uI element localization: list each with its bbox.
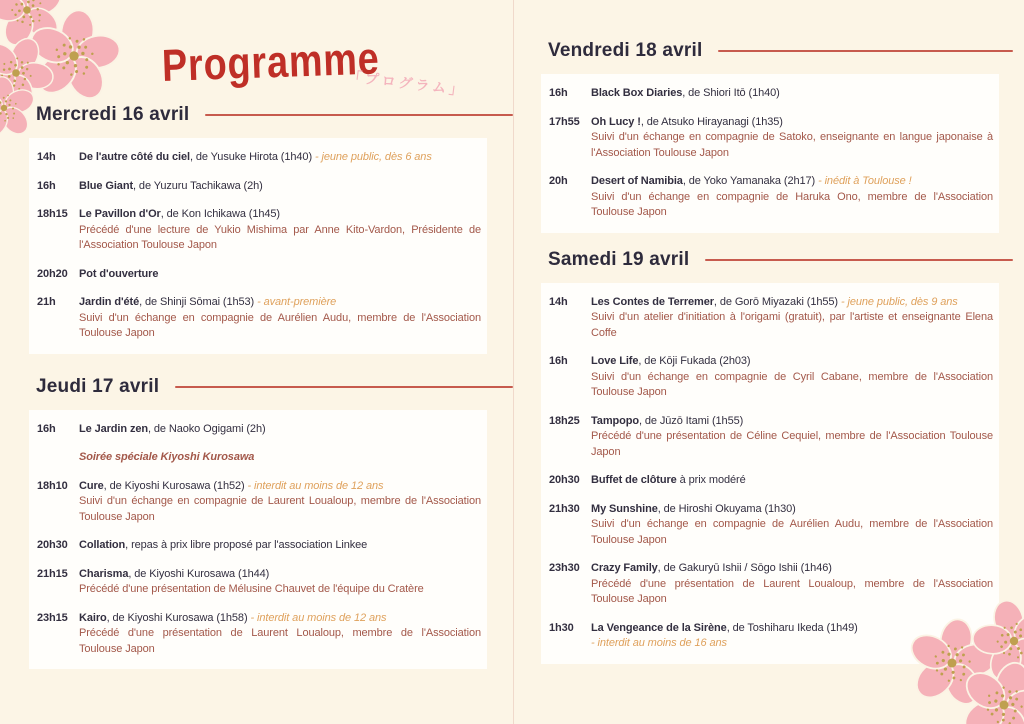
event-row xyxy=(37,567,481,598)
event-audience-note: - inédit à Toulouse ! xyxy=(818,175,912,187)
event-title-line xyxy=(79,267,481,283)
event-body xyxy=(591,354,993,401)
event-row xyxy=(37,538,481,554)
event-credits: à prix modéré xyxy=(676,474,746,486)
column-divider-line xyxy=(513,0,514,724)
event-body xyxy=(79,179,481,195)
event-credits: , de Shiori Itō (1h40) xyxy=(682,87,780,99)
event-row xyxy=(549,115,993,162)
day-header xyxy=(548,247,999,273)
event-title: Kairo xyxy=(79,611,107,624)
event-title-line xyxy=(591,561,993,577)
event-credits: , de Atsuko Hirayanagi (1h35) xyxy=(640,115,783,128)
event-title-line xyxy=(79,150,481,166)
event-body xyxy=(591,295,993,342)
left-column xyxy=(29,102,487,689)
event-credits: , de Shinji Sōmai (1h53) xyxy=(139,296,255,308)
event-title: Collation xyxy=(79,539,126,551)
event-row xyxy=(37,267,481,283)
event-title: Le Jardin zen xyxy=(79,422,148,435)
sakura-blossoms-top-left xyxy=(0,0,142,140)
event-list xyxy=(541,74,999,233)
event-list xyxy=(29,410,487,670)
event-row xyxy=(549,502,993,549)
event-title-line xyxy=(79,422,481,438)
day-title: Jeudi 17 avril xyxy=(36,375,160,397)
event-time: 16h xyxy=(549,87,568,99)
event-detail: Suivi d'un échange en compagnie de Haruka Ono, membre de l'Association Toulouse Japon xyxy=(591,190,993,218)
event-title-line xyxy=(79,295,481,311)
event-row xyxy=(37,422,481,438)
event-title: Buffet de clôture xyxy=(591,474,677,486)
event-row xyxy=(549,86,993,102)
event-time: 16h xyxy=(37,179,56,192)
day-header-rule xyxy=(175,386,513,388)
event-time: 17h55 xyxy=(549,115,580,128)
event-detail: Précédé d'une lecture de Yukio Mishima par Anne Kito-Vardon, Présidente de l'Association Toulouse Japon xyxy=(79,223,481,251)
event-row xyxy=(37,479,481,526)
event-title-line xyxy=(591,115,993,131)
event-title: Love Life xyxy=(591,355,639,367)
day-title: Vendredi 18 avril xyxy=(548,40,703,61)
event-body xyxy=(79,267,481,283)
event-time: 18h10 xyxy=(37,479,68,492)
day-header xyxy=(548,38,999,64)
event-time: 23h30 xyxy=(549,562,580,574)
event-audience-note: - avant-première xyxy=(257,296,337,308)
event-body xyxy=(79,422,481,438)
event-row xyxy=(37,295,481,342)
event-time: 18h25 xyxy=(549,414,580,427)
event-time xyxy=(37,450,79,466)
event-credits: , de Kiyoshi Kurosawa (1h58) xyxy=(106,611,248,624)
event-title: Cure xyxy=(79,479,104,492)
event-time: 16h xyxy=(549,355,568,367)
event-body xyxy=(591,502,993,549)
event-detail: Suivi d'un échange en compagnie de Satoko, enseignante en langue japonaise à l'Association Toulouse Japon xyxy=(591,131,993,159)
page-title: Programme xyxy=(161,32,381,91)
event-time: 20h30 xyxy=(37,539,68,551)
event-detail: Précédé d'une présentation de Laurent Loualoup, membre de l'Association Toulouse Japon xyxy=(79,627,481,655)
event-body xyxy=(591,414,993,461)
event-time: 16h xyxy=(37,422,56,435)
event-body xyxy=(79,538,481,554)
event-body xyxy=(591,86,993,102)
event-title: Les Contes de Terremer xyxy=(591,295,714,308)
event-title: My Sunshine xyxy=(591,502,658,515)
event-title: Pot d'ouverture xyxy=(79,267,159,280)
event-time: 1h30 xyxy=(549,621,574,634)
event-title-line xyxy=(591,473,993,489)
event-credits: , de Gakuryū Ishii / Sōgo Ishii (1h46) xyxy=(657,562,832,574)
event-time: 20h xyxy=(549,175,568,187)
day-title: Samedi 19 avril xyxy=(548,248,690,270)
event-title-line xyxy=(79,179,481,195)
event-title: La Vengeance de la Sirène xyxy=(591,621,727,634)
event-row xyxy=(549,174,993,221)
event-title: Tampopo xyxy=(591,414,639,427)
event-time: 20h20 xyxy=(37,267,68,280)
event-credits: , de Jūzō Itami (1h55) xyxy=(638,414,744,427)
event-time: 14h xyxy=(37,151,56,163)
day-title: Mercredi 16 avril xyxy=(36,104,190,125)
special-session-label: Soirée spéciale Kiyoshi Kurosawa xyxy=(79,451,255,463)
sakura-blossoms-bottom-right xyxy=(878,583,1024,724)
event-body xyxy=(79,295,481,342)
event-title: Charisma xyxy=(79,567,129,580)
event-title-line xyxy=(591,354,993,370)
event-credits: , de Yoko Yamanaka (2h17) xyxy=(682,175,816,187)
event-title-line xyxy=(591,295,993,311)
event-title: Le Pavillon d'Or xyxy=(79,208,161,220)
event-row xyxy=(37,450,481,466)
event-title: Black Box Diaries xyxy=(591,87,683,99)
event-credits: , de Kiyoshi Kurosawa (1h44) xyxy=(128,567,270,580)
event-row xyxy=(549,354,993,401)
event-audience-note: - jeune public, dès 9 ans xyxy=(840,295,958,308)
event-row xyxy=(37,150,481,166)
event-body xyxy=(79,567,481,598)
event-time: 14h xyxy=(549,295,568,308)
event-time: 18h15 xyxy=(37,208,68,220)
event-credits: , de Yusuke Hirota (1h40) xyxy=(189,151,313,163)
event-audience-note: - interdit au moins de 12 ans xyxy=(247,479,384,492)
event-detail: Précédé d'une présentation de Mélusine Chauvet de l'équipe du Cratère xyxy=(79,583,424,595)
event-body xyxy=(79,479,481,526)
event-row xyxy=(37,207,481,254)
day-section-jeudi-17 xyxy=(29,374,487,670)
event-list xyxy=(29,138,487,354)
event-title-line xyxy=(591,502,993,518)
event-credits: , de Toshiharu Ikeda (1h49) xyxy=(726,621,858,634)
event-detail: Suivi d'un atelier d'initiation à l'origami (gratuit), par l'artiste et enseignante Elena Coffe xyxy=(591,311,993,339)
event-audience-note-line: - interdit au moins de 16 ans xyxy=(591,637,727,649)
event-body xyxy=(79,207,481,254)
event-detail: Précédé d'une présentation de Céline Cequiel, membre de l'Association Toulouse Japon xyxy=(591,430,993,458)
event-audience-note: - jeune public, dès 6 ans xyxy=(314,151,432,163)
event-title-line xyxy=(79,611,481,627)
event-time: 23h15 xyxy=(37,611,68,624)
event-body xyxy=(591,174,993,221)
event-title: Crazy Family xyxy=(591,562,658,574)
event-title: Blue Giant xyxy=(79,179,134,192)
event-body xyxy=(591,473,993,489)
event-detail: Suivi d'un échange en compagnie de Cyril Cabane, membre de l'Association Toulouse Japon xyxy=(591,370,993,398)
event-title: Jardin d'été xyxy=(79,296,140,308)
day-section-vendredi-18 xyxy=(541,38,999,233)
event-credits: , de Kiyoshi Kurosawa (1h52) xyxy=(103,479,245,492)
event-body xyxy=(591,115,993,162)
event-body xyxy=(79,150,481,166)
event-credits: , de Gorō Miyazaki (1h55) xyxy=(713,295,838,308)
event-credits: , de Hiroshi Okuyama (1h30) xyxy=(657,502,796,515)
event-title-line xyxy=(79,207,481,223)
day-header-rule xyxy=(718,50,1013,52)
event-row xyxy=(549,473,993,489)
event-time: 21h30 xyxy=(549,502,580,515)
event-credits: , de Naoko Ogigami (2h) xyxy=(148,422,266,435)
event-credits: , repas à prix libre proposé par l'association Linkee xyxy=(125,539,368,551)
event-credits: , de Kon Ichikawa (1h45) xyxy=(160,208,280,220)
event-detail: Suivi d'un échange en compagnie de Aurélien Audu, membre de l'Association Toulouse Japon xyxy=(591,518,993,546)
page-title-japanese: 「プログラム」 xyxy=(347,68,467,99)
event-audience-note: - interdit au moins de 12 ans xyxy=(250,611,387,624)
event-detail: Suivi d'un échange en compagnie de Laurent Loualoup, membre de l'Association Toulouse Japon xyxy=(79,495,481,523)
event-time: 21h15 xyxy=(37,567,68,580)
event-credits: , de Yuzuru Tachikawa (2h) xyxy=(133,179,263,192)
event-row xyxy=(37,179,481,195)
day-header-rule xyxy=(705,259,1013,261)
day-header-rule xyxy=(205,114,513,116)
event-title-line xyxy=(591,86,993,102)
right-column xyxy=(541,38,999,678)
event-title: Desert of Namibia xyxy=(591,175,683,187)
event-row xyxy=(37,611,481,658)
event-title-line xyxy=(79,538,481,554)
event-detail: Suivi d'un échange en compagnie de Aurélien Audu, membre de l'Association Toulouse Japon xyxy=(79,311,481,339)
event-credits: , de Kōji Fukada (2h03) xyxy=(638,355,751,367)
event-title-line xyxy=(79,479,481,495)
event-row xyxy=(549,295,993,342)
event-title: Oh Lucy ! xyxy=(591,115,641,128)
event-body xyxy=(79,450,481,466)
event-title-line xyxy=(591,414,993,430)
event-detail: Précédé d'une présentation de Laurent Loualoup, membre de l'Association Toulouse Japon xyxy=(591,577,993,605)
event-body xyxy=(79,611,481,658)
event-title-line xyxy=(79,567,481,583)
event-time: 21h xyxy=(37,296,56,308)
day-header xyxy=(36,374,487,400)
event-title: De l'autre côté du ciel xyxy=(79,151,190,163)
event-time: 20h30 xyxy=(549,474,580,486)
event-row xyxy=(549,414,993,461)
event-title-line xyxy=(591,174,993,190)
